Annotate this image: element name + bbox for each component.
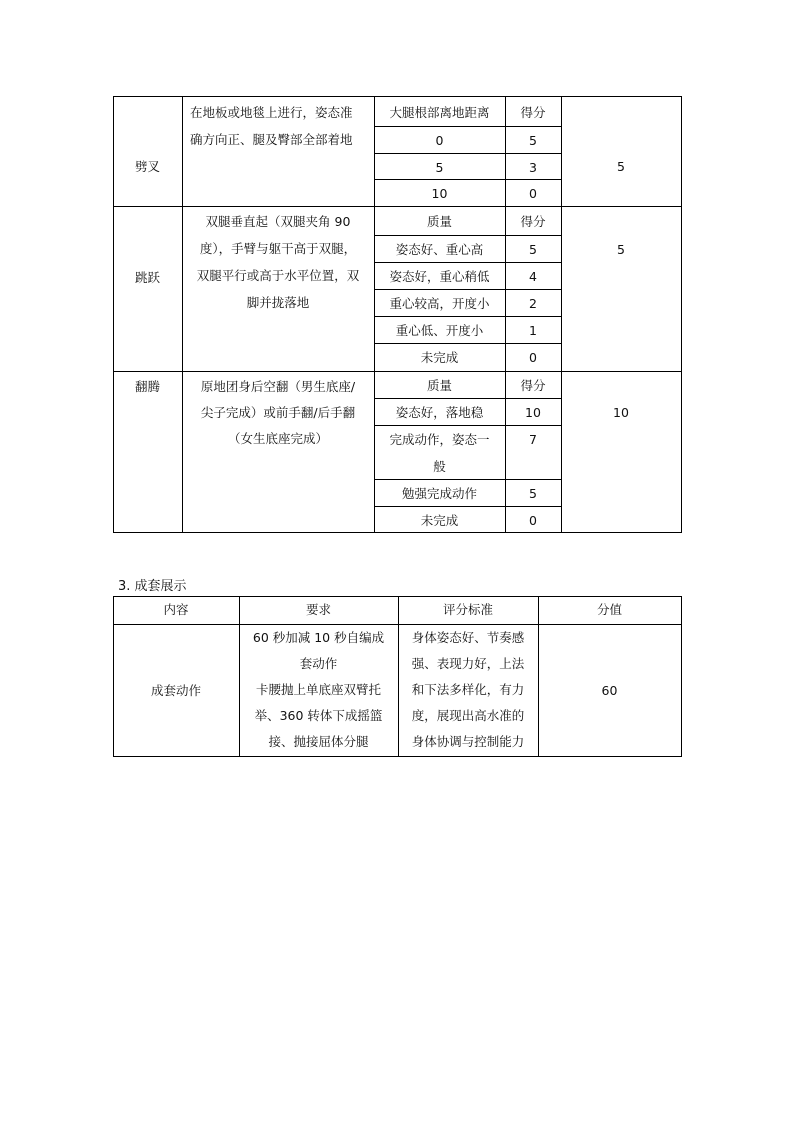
routine-value: 60 (601, 683, 618, 698)
table-cell: 重心较高，开度小 (389, 296, 490, 311)
table-cell: 10 (525, 405, 541, 420)
table-cell: 4 (529, 269, 537, 284)
requirement-line: 度），手臂与躯干高于双腿， (199, 241, 357, 256)
item-value: 5 (617, 159, 625, 174)
requirement-line: 接、抛接屈体分腿 (268, 734, 369, 749)
requirement-line: 原地团身后空翻（男生底座/ (200, 379, 356, 394)
requirement-line: （女生底座完成） (227, 431, 328, 446)
column-header: 得分 (520, 378, 546, 393)
table-cell: 重心低、开度小 (395, 323, 484, 338)
column-header: 评分标准 (442, 602, 493, 617)
table-cell: 5 (435, 160, 444, 175)
column-header: 大腿根部离地距离 (389, 105, 490, 120)
item-value: 5 (617, 242, 625, 257)
table-cell: 未完成 (420, 350, 459, 365)
column-header: 得分 (520, 105, 546, 120)
table-cell: 姿态好，落地稳 (395, 405, 484, 420)
criteria-line: 身体协调与控制能力 (411, 734, 525, 749)
table-cell: 未完成 (420, 513, 459, 528)
table-cell: 0 (529, 350, 537, 365)
column-header: 质量 (426, 378, 452, 393)
criteria-line: 强、表现力好，上法 (411, 656, 525, 671)
requirement-line: 脚并拢落地 (246, 295, 310, 310)
section-title: 3. 成套展示 (118, 579, 187, 594)
column-header: 要求 (305, 602, 331, 617)
criteria-line: 身体姿态好、节奏感 (411, 630, 525, 645)
criteria-line: 和下法多样化，有力 (411, 682, 525, 697)
item-name: 劈叉 (134, 159, 160, 174)
table-cell: 0 (435, 133, 444, 148)
column-header: 内容 (163, 602, 189, 617)
table-cell: 5 (529, 242, 537, 257)
routine-content: 成套动作 (150, 683, 201, 698)
item-value: 10 (613, 405, 629, 420)
table-cell: 完成动作，姿态一 (389, 432, 490, 447)
table-cell: 5 (529, 486, 537, 501)
requirement-line: 双腿垂直起（双腿夹角 90 (205, 214, 351, 229)
requirement-line: 确方向正、腿及臀部全部着地 (190, 132, 353, 147)
column-header: 分值 (596, 602, 622, 617)
column-header: 质量 (426, 214, 452, 229)
requirement-line: 卡腰抛上单底座双臂托 (255, 682, 381, 697)
table-cell: 1 (529, 323, 537, 338)
table-cell: 姿态好，重心稍低 (389, 269, 490, 284)
requirement-line: 双腿平行或高于水平位置，双 (196, 268, 360, 283)
requirement-line: 60 秒加减 10 秒自编成 (252, 630, 385, 645)
table-cell: 姿态好、重心高 (395, 242, 484, 257)
table-cell: 10 (431, 186, 448, 201)
requirement-line: 举、360 转体下成摇篮 (254, 708, 383, 723)
table-cell: 3 (529, 160, 537, 175)
requirement-line: 套动作 (299, 656, 338, 671)
column-header: 得分 (520, 214, 546, 229)
table-cell: 7 (529, 432, 537, 447)
requirement-line: 尖子完成）或前手翻/后手翻 (200, 405, 356, 420)
table-cell: 0 (529, 186, 537, 201)
table-cell: 般 (433, 459, 446, 474)
table-cell: 0 (529, 513, 537, 528)
item-name: 翻腾 (134, 379, 160, 394)
criteria-line: 度，展现出高水准的 (411, 708, 525, 723)
table-cell: 勉强完成动作 (401, 486, 477, 501)
requirement-line: 在地板或地毯上进行，姿态准 (190, 105, 353, 120)
table-cell: 2 (529, 296, 537, 311)
table-cell: 5 (529, 133, 537, 148)
item-name: 跳跃 (134, 270, 160, 285)
